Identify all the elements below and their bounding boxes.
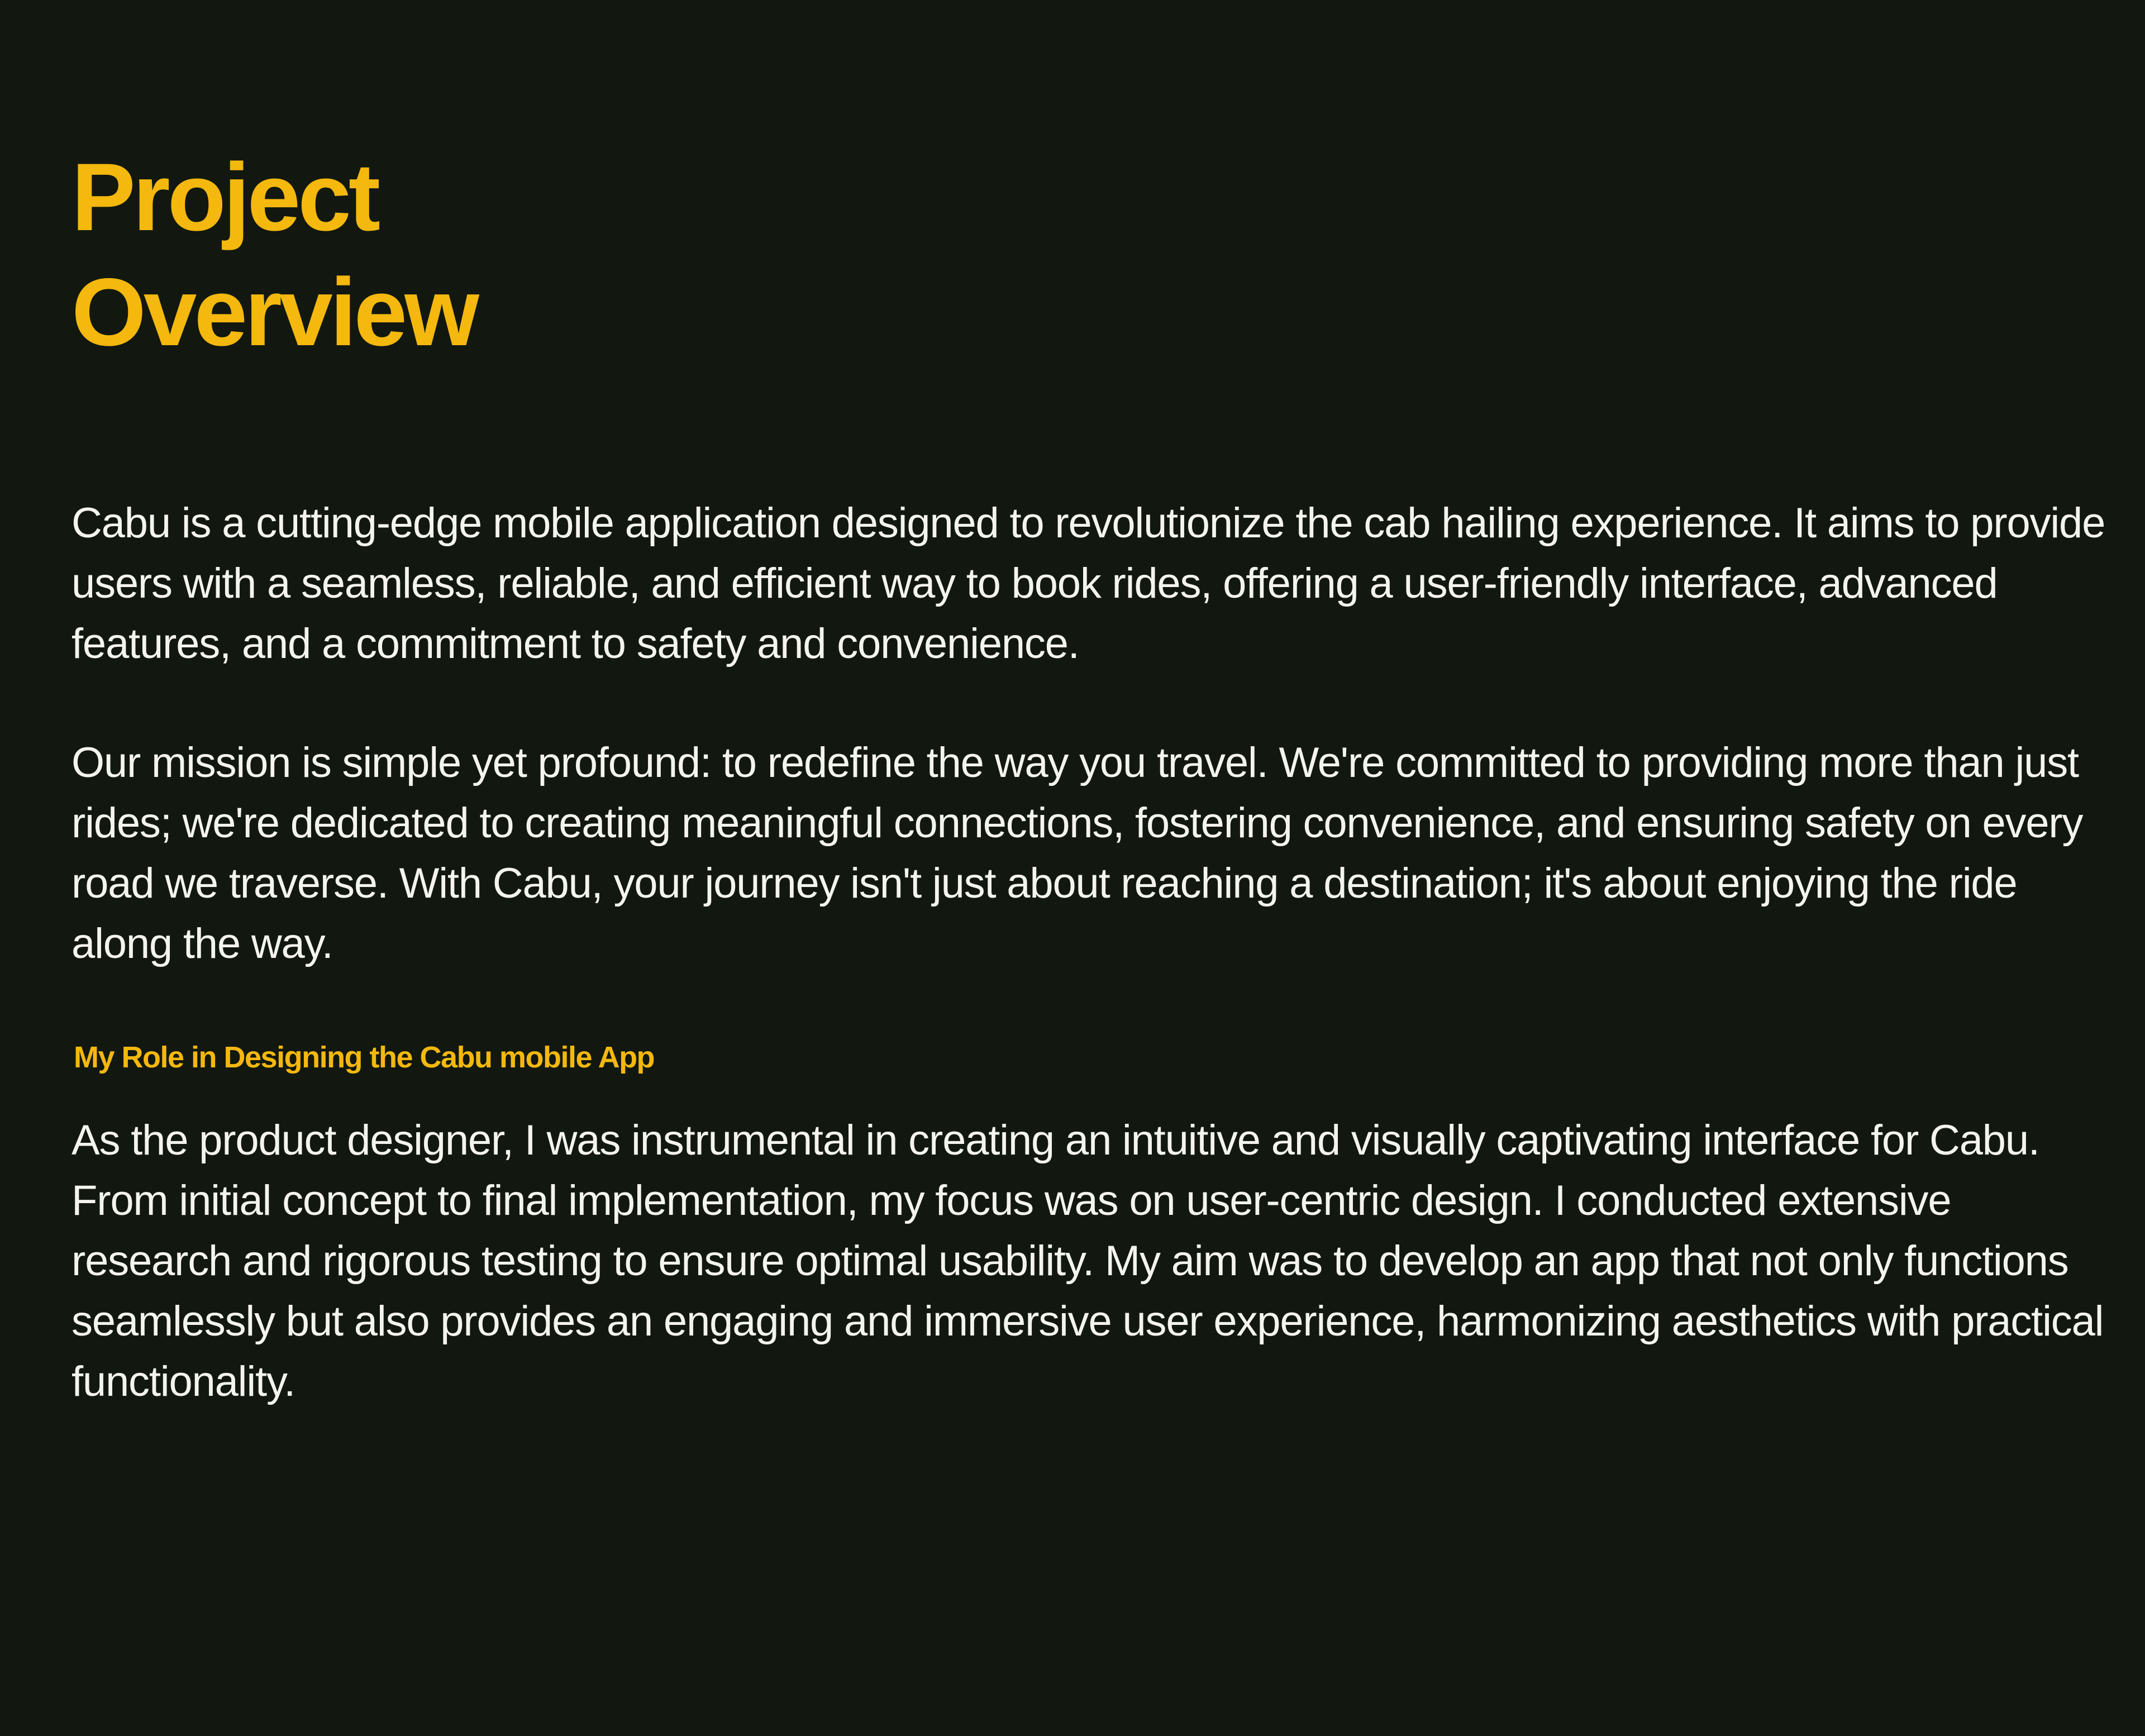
overview-paragraph-2: Our mission is simple yet profound: to redefine the way you travel. We're committed to providing more than just rides; we're dedicated to creating meaningful connections, fostering convenience, and ensuring safety on every road we traverse. With Cabu, your journey isn't just about reaching a destination; it's about enjoying the ride along the way. (72, 739, 2083, 967)
role-heading: My Role in Designing the Cabu mobile App (74, 1041, 655, 1074)
role-paragraph: As the product designer, I was instrumental in creating an intuitive and visually captivating interface for Cabu. From initial concept to final implementation, my focus was on user-centric design. I conducted extensive research and rigorous testing to ensure optimal usability. My aim was to develop an app that not only functions seamlessly but also provides an engaging and immersive user experience, harmonizing aesthetics with practical functionality. (72, 1117, 2104, 1405)
page-title (72, 140, 476, 370)
page-title-line-2: Overview (72, 259, 476, 366)
page-title-line-1: Project (72, 144, 378, 251)
overview-paragraph-1: Cabu is a cutting-edge mobile application designed to revolutionize the cab hailing experience. It aims to provide users with a seamless, reliable, and efficient way to book rides, offering a user-friendly interface, advanced features, and a commitment to safety and convenience. (72, 499, 2105, 667)
